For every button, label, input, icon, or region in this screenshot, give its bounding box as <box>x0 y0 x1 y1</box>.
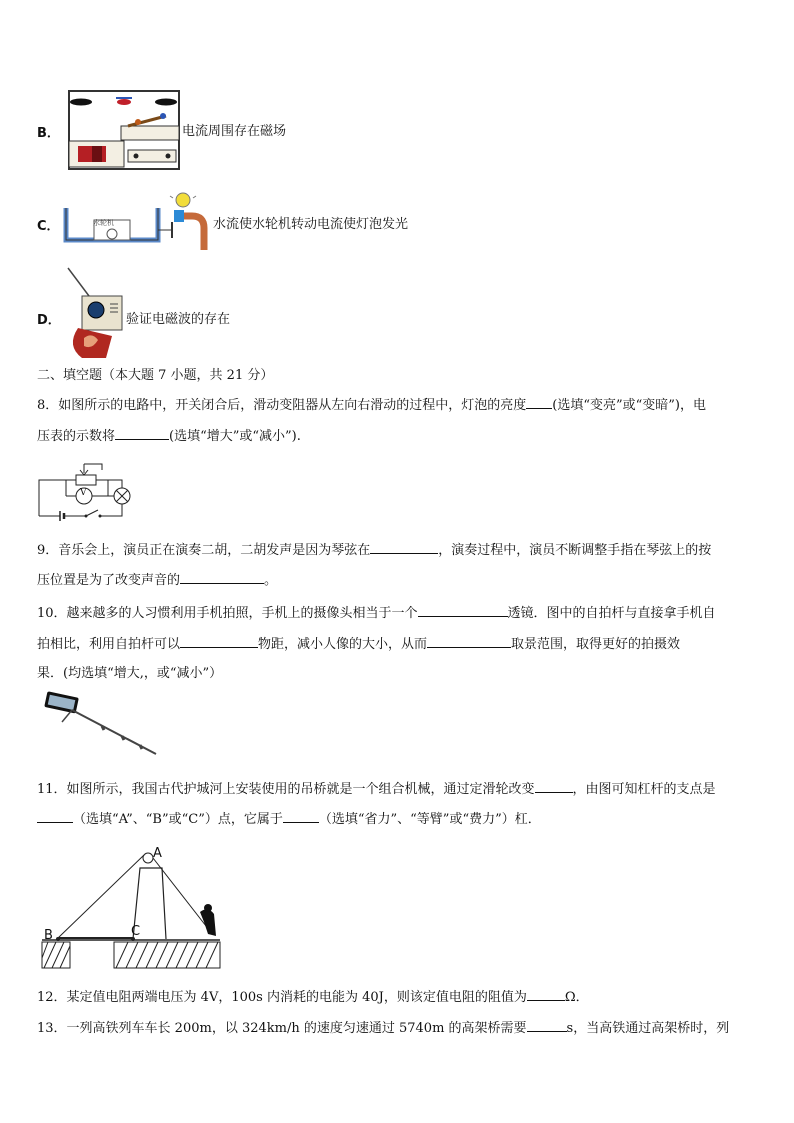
q12-blank-1[interactable] <box>527 988 565 1001</box>
option-c-figure <box>62 190 212 252</box>
q9-text: 9．音乐会上，演员正在演奏二胡，二胡发声是因为琴弦在 <box>37 543 371 558</box>
q11-line1 <box>37 780 716 798</box>
q9-blank-2[interactable] <box>180 571 264 584</box>
option-b-letter: B． <box>37 126 60 141</box>
option-c-caption: 水流使水轮机转动电流使灯泡发光 <box>213 217 409 232</box>
q10-text: 透镜．图中的自拍杆与直接拿手机自 <box>507 606 716 621</box>
q11-text: （选填“省力”、“等臂”或“费力”）杠． <box>318 812 541 827</box>
q8-line1 <box>37 396 706 414</box>
q13-blank-1[interactable] <box>527 1019 567 1032</box>
q11-text: ，由图可知杠杆的支点是 <box>572 782 716 797</box>
q12-line1 <box>37 988 589 1006</box>
q9-text: 压位置是为了改变声音的 <box>37 573 181 588</box>
q10-blank-1[interactable] <box>418 604 508 617</box>
q10-line3: 果．(均选填“增大,，或“减小”） <box>37 666 223 681</box>
q11-line2 <box>37 810 541 828</box>
section-title: 二、填空题（本大题 7 小题，共 21 分） <box>37 368 274 383</box>
option-d-letter: D． <box>37 313 61 328</box>
option-c-letter: C． <box>37 219 60 234</box>
voltmeter-label: V <box>80 488 87 498</box>
q9-text: ，演奏过程中，演员不断调整手指在琴弦上的按 <box>438 543 712 558</box>
q8-line2 <box>37 427 301 445</box>
q10-blank-2[interactable] <box>180 635 258 648</box>
q10-text: 取景范围，取得更好的拍摄效 <box>511 637 681 652</box>
q11-text: 11．如图所示，我国古代护城河上安装使用的吊桥就是一个组合机械，通过定滑轮改变 <box>37 782 535 797</box>
q10-text: 10．越来越多的人习惯利用手机拍照，手机上的摄像头相当于一个 <box>37 606 418 621</box>
waterwheel-label: 水轮机 <box>93 219 114 227</box>
q10-text: 物距，减小人像的大小，从而 <box>258 637 428 652</box>
q10-text: 拍相比，利用自拍杆可以 <box>37 637 181 652</box>
q10-blank-3[interactable] <box>427 635 511 648</box>
q10-line1 <box>37 604 716 622</box>
q12-text: 12．某定值电阻两端电压为 4V，100s 内消耗的电能为 40J，则该定值电阻的阻值为 <box>37 990 527 1005</box>
q11-blank-3[interactable] <box>283 810 319 823</box>
q8-text: (选填“变亮”或“变暗”)，电 <box>552 398 707 413</box>
q12-text: Ω． <box>564 990 589 1005</box>
q11-text: （选填“A”、“B”或“C”）点，它属于 <box>73 812 283 827</box>
selfie-stick-figure <box>42 690 160 760</box>
q9-text: 。 <box>264 573 278 588</box>
point-a-label: A <box>153 846 162 861</box>
point-b-label: B <box>44 928 53 943</box>
point-c-label: C <box>131 924 141 939</box>
q13-line1 <box>37 1019 729 1037</box>
option-b-figure <box>66 86 182 174</box>
q8-text: 压表的示数将 <box>37 429 116 444</box>
q8-blank-1[interactable] <box>526 396 552 409</box>
q9-blank-1[interactable] <box>370 541 438 554</box>
q13-text: 13．一列高铁列车车长 200m，以 324km/h 的速度匀速通过 5740m 的高架桥需要 <box>37 1021 527 1036</box>
q10-line2 <box>37 635 680 653</box>
option-d-caption: 验证电磁波的存在 <box>126 312 231 327</box>
option-d-figure <box>62 266 126 364</box>
q8-blank-2[interactable] <box>115 427 169 440</box>
q8-text: 8．如图所示的电路中，开关闭合后，滑动变阻器从左向右滑动的过程中，灯泡的亮度 <box>37 398 527 413</box>
q11-blank-2[interactable] <box>37 810 73 823</box>
drawbridge-figure <box>38 842 224 972</box>
q11-blank-1[interactable] <box>535 780 573 793</box>
option-b-caption: 电流周围存在磁场 <box>182 124 287 139</box>
q9-line2 <box>37 571 277 589</box>
q13-text: s，当高铁通过高架桥时，列 <box>566 1021 730 1036</box>
q9-line1 <box>37 541 711 559</box>
q8-text: (选填“增大”或“减小”). <box>169 429 301 444</box>
